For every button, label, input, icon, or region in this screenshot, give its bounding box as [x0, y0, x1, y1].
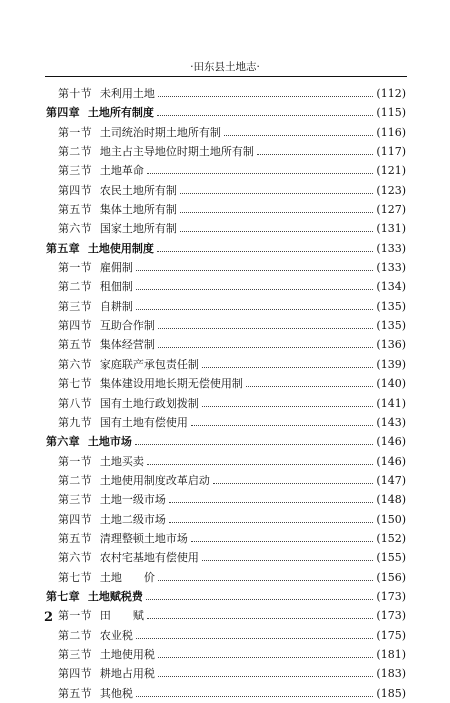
- dot-leader: [180, 221, 374, 232]
- toc-entry-label: 第二节: [58, 145, 92, 159]
- toc-section-row[interactable]: [46, 297, 406, 316]
- toc-entry-label: 第二节: [58, 628, 92, 642]
- toc-entry-title: 田 赋: [99, 609, 144, 623]
- toc-entry-label: 第十节: [58, 87, 92, 100]
- toc-entry-page: (173): [376, 589, 406, 603]
- dot-leader: [147, 163, 374, 174]
- toc-entry-title: 国家土地所有制: [99, 222, 177, 236]
- toc-entry-title: 土地革命: [99, 164, 144, 178]
- dot-leader: [158, 337, 374, 348]
- toc-entry-label: 第二节: [58, 473, 92, 487]
- toc-entry-label: 第三节: [58, 647, 92, 661]
- toc-section-row[interactable]: [46, 84, 406, 103]
- toc-section-row[interactable]: [46, 277, 406, 296]
- dot-leader: [169, 512, 374, 523]
- toc-entry-label: 第五节: [58, 203, 92, 217]
- toc-chapter-row[interactable]: [46, 103, 406, 122]
- toc-section-row[interactable]: [46, 529, 406, 548]
- toc-entry-title: 国有土地有偿使用: [99, 415, 188, 429]
- dot-leader: [246, 376, 374, 387]
- toc-section-row[interactable]: [46, 161, 406, 180]
- toc-entry-label: 第六节: [58, 222, 92, 236]
- dot-leader: [136, 279, 374, 290]
- toc-section-row[interactable]: [46, 452, 406, 471]
- toc-entry-title: 土地一级市场: [99, 493, 166, 507]
- toc-entry-page: (146): [376, 454, 406, 468]
- toc-entry-title: 土地二级市场: [99, 512, 166, 526]
- toc-entry-page: (116): [376, 125, 406, 139]
- dot-leader: [158, 666, 374, 677]
- dot-leader: [191, 531, 374, 542]
- dot-leader: [180, 183, 374, 194]
- toc-section-row[interactable]: [46, 142, 406, 161]
- dot-leader: [202, 357, 374, 368]
- toc-entry-title: 互助合作制: [99, 319, 155, 333]
- toc-entry-title: 集体经营制: [99, 338, 155, 352]
- toc-section-row[interactable]: [46, 219, 406, 238]
- toc-entry-title: 集体土地所有制: [99, 203, 177, 217]
- toc-entry-title: 国有土地行政划拨制: [99, 396, 199, 410]
- toc-entry-page: (135): [376, 299, 406, 313]
- toc-entry-title: 土地 价: [99, 570, 155, 584]
- toc-entry-page: (112): [376, 87, 406, 100]
- toc-section-row[interactable]: [46, 258, 406, 277]
- dot-leader: [158, 318, 374, 329]
- toc-entry-title: 土地使用制度: [87, 241, 154, 255]
- toc-section-row[interactable]: [46, 355, 406, 374]
- toc-section-row[interactable]: [46, 606, 406, 625]
- toc-entry-page: (173): [376, 609, 406, 623]
- dot-leader: [202, 550, 374, 561]
- dot-leader: [180, 202, 374, 213]
- toc-section-row[interactable]: [46, 394, 406, 413]
- toc-entry-page: (146): [376, 435, 406, 449]
- toc-entry-page: (181): [376, 647, 406, 661]
- dot-leader: [147, 608, 374, 619]
- table-of-contents: [46, 84, 406, 703]
- toc-entry-title: 耕地占用税: [99, 667, 155, 681]
- dot-leader: [191, 415, 374, 426]
- toc-entry-title: 土司统治时期土地所有制: [99, 125, 221, 139]
- toc-section-row[interactable]: [46, 490, 406, 509]
- toc-entry-label: 第三节: [58, 493, 92, 507]
- header-rule: [45, 76, 407, 77]
- toc-entry-page: (123): [376, 183, 406, 197]
- dot-leader: [136, 299, 374, 310]
- toc-entry-page: (115): [376, 106, 406, 120]
- toc-entry-label: 第六节: [58, 551, 92, 565]
- toc-entry-page: (117): [376, 145, 406, 159]
- toc-entry-label: 第四节: [58, 667, 92, 681]
- toc-entry-title: 土地赋税费: [87, 589, 143, 603]
- toc-section-row[interactable]: [46, 200, 406, 219]
- toc-entry-page: (133): [376, 241, 406, 255]
- dot-leader: [147, 454, 374, 465]
- toc-entry-page: (140): [376, 377, 406, 391]
- toc-entry-label: 第五章: [46, 241, 80, 255]
- toc-entry-label: 第一节: [58, 125, 92, 139]
- dot-leader: [257, 144, 374, 155]
- dot-leader: [157, 105, 374, 116]
- toc-entry-label: 第四节: [58, 183, 92, 197]
- dot-leader: [224, 125, 374, 136]
- toc-entry-title: 其他税: [99, 686, 133, 700]
- toc-entry-label: 第六章: [46, 435, 80, 449]
- toc-entry-title: 农业税: [99, 628, 133, 642]
- toc-entry-page: (134): [376, 280, 406, 294]
- toc-entry-page: (175): [376, 628, 406, 642]
- toc-entry-label: 第五节: [58, 686, 92, 700]
- toc-entry-label: 第一节: [58, 261, 92, 275]
- toc-section-row[interactable]: [46, 335, 406, 354]
- running-header: ·田东县土地志·: [190, 61, 260, 73]
- toc-entry-page: (143): [376, 415, 406, 429]
- dot-leader: [213, 473, 374, 484]
- toc-entry-label: 第一节: [58, 454, 92, 468]
- toc-section-row[interactable]: [46, 626, 406, 645]
- toc-section-row[interactable]: [46, 316, 406, 335]
- toc-entry-title: 集体建设用地长期无偿使用制: [99, 377, 243, 391]
- toc-entry-title: 土地使用制度改革启动: [99, 473, 210, 487]
- dot-leader: [136, 686, 374, 697]
- toc-entry-page: (147): [376, 473, 406, 487]
- toc-section-row[interactable]: [46, 471, 406, 490]
- toc-entry-label: 第四节: [58, 319, 92, 333]
- toc-entry-label: 第八节: [58, 396, 92, 410]
- toc-entry-label: 第四章: [46, 106, 80, 120]
- toc-entry-label: 第五节: [58, 531, 92, 545]
- toc-entry-page: (185): [376, 686, 406, 700]
- toc-section-row[interactable]: [46, 413, 406, 432]
- toc-chapter-row[interactable]: [46, 239, 406, 258]
- toc-section-row[interactable]: [46, 645, 406, 664]
- toc-entry-title: 农民土地所有制: [99, 183, 177, 197]
- toc-entry-label: 第七章: [46, 589, 80, 603]
- toc-entry-page: (133): [376, 261, 406, 275]
- toc-entry-page: (183): [376, 667, 406, 681]
- toc-entry-page: (150): [376, 512, 406, 526]
- dot-leader: [157, 241, 374, 252]
- toc-section-row[interactable]: [46, 510, 406, 529]
- toc-entry-label: 第九节: [58, 415, 92, 429]
- toc-entry-label: 第一节: [58, 609, 92, 623]
- dot-leader: [169, 492, 374, 503]
- page-number: 2: [44, 610, 54, 625]
- toc-entry-title: 土地使用税: [99, 647, 155, 661]
- toc-entry-label: 第七节: [58, 377, 92, 391]
- dot-leader: [158, 647, 374, 658]
- toc-entry-title: 清理整顿土地市场: [99, 531, 188, 545]
- dot-leader: [146, 589, 374, 600]
- toc-entry-title: 未利用土地: [99, 87, 155, 100]
- toc-entry-label: 第二节: [58, 280, 92, 294]
- toc-entry-page: (136): [376, 338, 406, 352]
- toc-entry-label: 第三节: [58, 164, 92, 178]
- toc-entry-page: (135): [376, 319, 406, 333]
- toc-entry-title: 土地所有制度: [87, 106, 154, 120]
- dot-leader: [158, 86, 374, 97]
- dot-leader: [136, 628, 374, 639]
- toc-entry-title: 土地买卖: [99, 454, 144, 468]
- dot-leader: [202, 396, 374, 407]
- toc-entry-page: (131): [376, 222, 406, 236]
- toc-section-row[interactable]: [46, 664, 406, 683]
- toc-entry-page: (156): [376, 570, 406, 584]
- toc-section-row[interactable]: [46, 374, 406, 393]
- dot-leader: [136, 260, 374, 271]
- toc-section-row[interactable]: [46, 181, 406, 200]
- toc-chapter-row[interactable]: [46, 587, 406, 606]
- dot-leader: [158, 570, 374, 581]
- toc-entry-page: (148): [376, 493, 406, 507]
- toc-section-row[interactable]: [46, 684, 406, 703]
- dot-leader: [135, 434, 374, 445]
- toc-entry-label: 第六节: [58, 357, 92, 371]
- toc-entry-title: 土地市场: [87, 435, 132, 449]
- toc-section-row[interactable]: [46, 123, 406, 142]
- toc-section-row[interactable]: [46, 568, 406, 587]
- toc-entry-label: 第五节: [58, 338, 92, 352]
- toc-entry-label: 第三节: [58, 299, 92, 313]
- toc-entry-label: 第四节: [58, 512, 92, 526]
- toc-entry-title: 地主占主导地位时期土地所有制: [99, 145, 254, 159]
- toc-section-row[interactable]: [46, 548, 406, 567]
- toc-entry-title: 雇佣制: [99, 261, 133, 275]
- toc-chapter-row[interactable]: [46, 432, 406, 451]
- toc-entry-title: 租佃制: [99, 280, 133, 294]
- toc-entry-page: (121): [376, 164, 406, 178]
- toc-entry-page: (152): [376, 531, 406, 545]
- toc-entry-title: 自耕制: [99, 299, 133, 313]
- toc-entry-page: (155): [376, 551, 406, 565]
- toc-entry-page: (139): [376, 357, 406, 371]
- toc-entry-page: (141): [376, 396, 406, 410]
- toc-entry-page: (127): [376, 203, 406, 217]
- toc-entry-label: 第七节: [58, 570, 92, 584]
- toc-entry-title: 农村宅基地有偿使用: [99, 551, 199, 565]
- toc-entry-title: 家庭联产承包责任制: [99, 357, 199, 371]
